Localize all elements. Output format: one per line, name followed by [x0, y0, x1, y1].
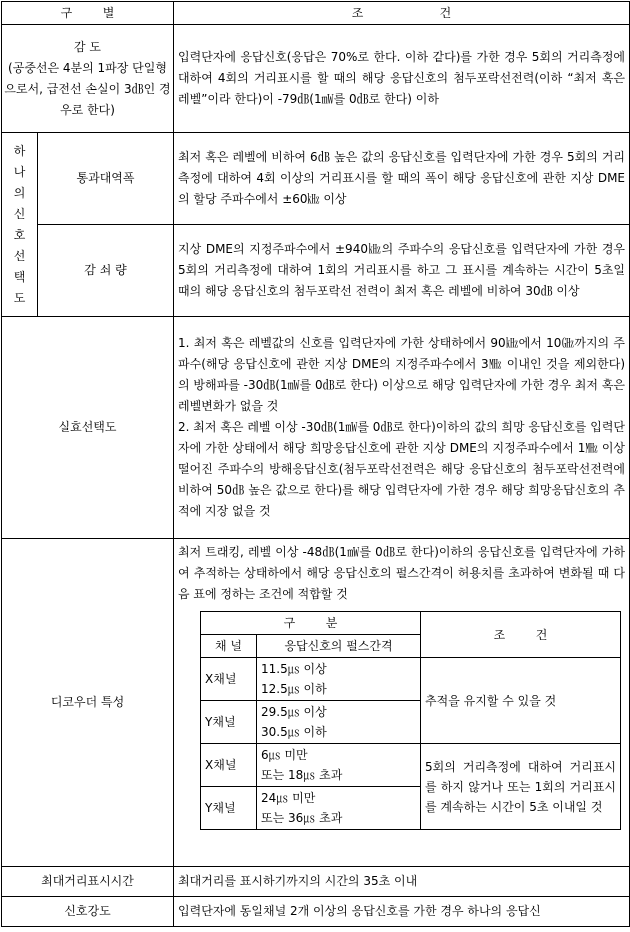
effective-selectivity-label: 실효선택도: [2, 317, 174, 539]
sensitivity-note: (공중선은 4분의 1파장 단일형으로서, 급전선 손실이 3㏈인 경우로 한다): [4, 60, 171, 117]
max-distance-time-label: 최대거리표시시간: [2, 867, 174, 897]
decoder-intro: 최저 트래킹, 레벨 이상 -48㏈(1㎽를 0㏈로 한다)이하의 응답신호를 입력단자에 가하여 추적하는 상태하에서 해당 응답신호의 펄스간격이 허용치를 초과하여 변화될 때 다음 표에 정하는 조건에 적합할 것: [178, 545, 626, 601]
max-distance-time-condition: 최대거리를 표시하기까지의 시간의 35초 이내: [174, 867, 630, 897]
table-row: [201, 658, 621, 701]
inner-header-condition: 조 건: [421, 612, 621, 658]
channel-cell: X채널: [201, 744, 257, 787]
channel-cell: Y채널: [201, 787, 257, 830]
signal-strength-label: 신호강도: [2, 897, 174, 927]
header-row: [2, 2, 630, 25]
row-passband: [2, 133, 630, 225]
decoder-condition: [174, 539, 630, 867]
signal-strength-condition: 입력단자에 동일채널 2개 이상의 응답신호를 가한 경우 하나의 응답신: [174, 897, 630, 927]
inner-header-group: 구 분: [201, 612, 421, 635]
attenuation-label: 감 쇠 량: [38, 225, 174, 317]
channel-cell: X채널: [201, 658, 257, 701]
inner-header-row-1: [201, 612, 621, 635]
condition-cell-b: 5회의 거리측정에 대하여 거리표시를 하지 않거나 또는 1회의 거리표시를 계속하는 시간이 5초 이내일 것: [421, 744, 621, 830]
row-effective-selectivity: [2, 317, 630, 539]
decoder-pulse-table: [200, 611, 621, 830]
pulse-cell: 6㎲ 미만 또는 18㎲ 초과: [257, 744, 421, 787]
spec-table: [1, 1, 630, 927]
effective-selectivity-condition: [174, 317, 630, 539]
effective-selectivity-item-1: 1. 최저 혹은 레벨값의 신호를 입력단자에 가한 상태하에서 90㎑에서 10㎓까지의 주파수(해당 응답신호에 관한 지상 DME의 지정주파수에서 3㎒ 이내인 것을 제외한다)의 방해파를 -30㏈(1㎽를 0㏈로 한다) 이상으로 해당 입력단자에 가한 경우 최저 혹은 레벨변화가 없을 것: [178, 336, 626, 413]
pulse-cell: 29.5㎲ 이상 30.5㎲ 이하: [257, 701, 421, 744]
inner-header-pulse: 응답신호의 펄스간격: [257, 635, 421, 658]
decoder-label: 디코우더 특성: [2, 539, 174, 867]
single-signal-selectivity-label: 하 나 의 신 호 선 택 도: [2, 133, 38, 317]
header-condition: 조 건: [174, 2, 630, 25]
header-category: 구 별: [2, 2, 174, 25]
sensitivity-condition: 입력단자에 응답신호(응답은 70%로 한다. 이하 같다)를 가한 경우 5회의 거리측정에 대하여 4회의 거리표시를 할 때의 해당 응답신호의 첨두포락선전력(이하 “최저 혹은 레벨”이라 한다)이 -79㏈(1㎽를 0㏈로 한다) 이하: [174, 25, 630, 133]
attenuation-condition: 지상 DME의 지정주파수에서 ±940㎑의 주파수의 응답신호를 입력단자에 가한 경우 5회의 거리측정에 대하여 1회의 거리표시를 하고 그 표시를 계속하는 시간이 5초일 때의 해당 응답신호의 첨두포락선 전력이 최저 혹은 레벨에 비하여 30㏈ 이상: [174, 225, 630, 317]
row-signal-strength: [2, 897, 630, 927]
sensitivity-title: 감 도: [74, 39, 101, 54]
pulse-cell: 24㎲ 미만 또는 36㎲ 초과: [257, 787, 421, 830]
row-decoder: [2, 539, 630, 867]
row-max-distance-time: [2, 867, 630, 897]
passband-condition: 최저 혹은 레벨에 비하여 6㏈ 높은 값의 응답신호를 입력단자에 가한 경우 5회의 거리 측정에 대하여 4회 이상의 거리표시를 할 때의 폭이 해당 응답신호에 관한 지상 DME의 할당 주파수에서 ±60㎑ 이상: [174, 133, 630, 225]
pulse-cell: 11.5㎲ 이상 12.5㎲ 이하: [257, 658, 421, 701]
sensitivity-label: [2, 25, 174, 133]
row-attenuation: [2, 225, 630, 317]
passband-label: 통과대역폭: [38, 133, 174, 225]
condition-cell-a: 추적을 유지할 수 있을 것: [421, 658, 621, 744]
channel-cell: Y채널: [201, 701, 257, 744]
table-row: [201, 744, 621, 787]
inner-header-channel: 채 널: [201, 635, 257, 658]
effective-selectivity-item-2: 2. 최저 혹은 레벨 이상 -30㏈(1㎽를 0㏈로 한다)이하의 값의 희망 응답신호를 입력단자에 가한 상태에서 해당 희망응답신호에 관한 지상 DME의 지정주파수에서 1㎒ 이상 떨어진 주파수의 방해응답신호(첨두포락선전력은 해당 응답신호의 첨두포락선전력에 비하여 50㏈ 높은 값으로 한다)를 해당 입력단자에 가한 경우 해당 희망응답신호의 추적에 지장 없을 것: [178, 420, 626, 518]
row-sensitivity: [2, 25, 630, 133]
